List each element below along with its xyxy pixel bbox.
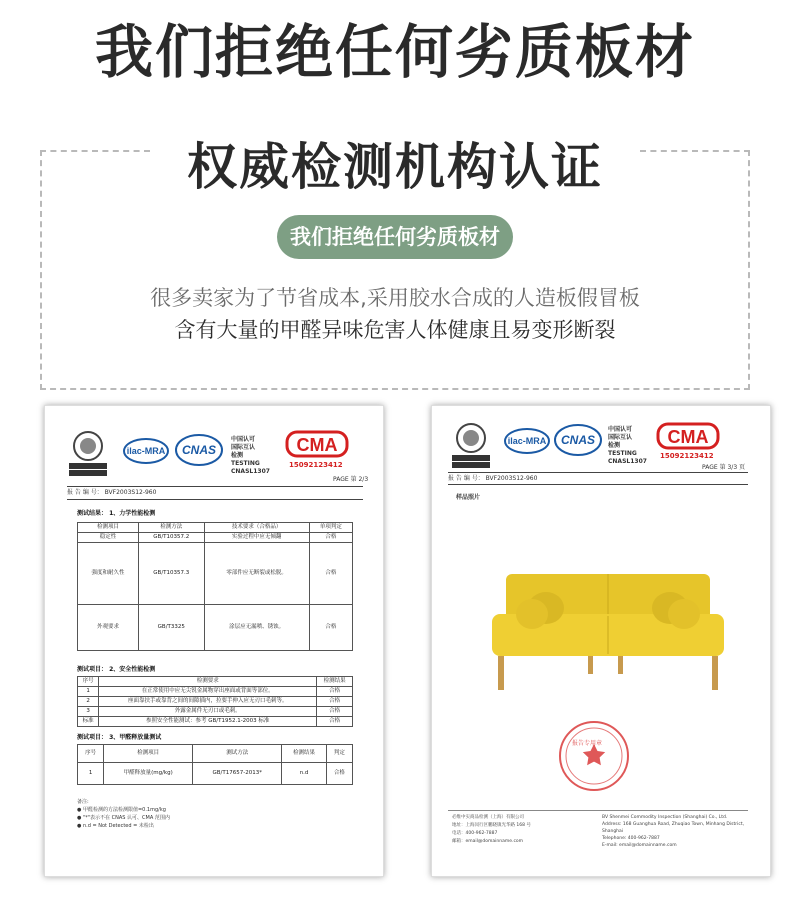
page-number: PAGE 第 3/3 页: [702, 464, 746, 471]
test-report-page-3: [431, 405, 771, 877]
cell: 涂层应无漏喷、锈蚀。: [204, 605, 309, 651]
cell: GB/T10357.2: [138, 533, 204, 543]
cell: GB/T10357.3: [138, 543, 204, 605]
header-rule-2: [67, 499, 363, 500]
safety-test-table: [77, 676, 353, 727]
cell: 座面靠扶手或靠背之间的间隙插内，拉要手伸入应无刃口毛刺等。: [99, 697, 317, 707]
svg-text:ilac-MRA: ilac-MRA: [507, 436, 547, 446]
description-line-1: 很多卖家为了节省成本,采用胶水合成的人造板假冒板: [150, 286, 640, 310]
cma-code: 15092123412: [289, 461, 343, 469]
svg-text:CNAS: CNAS: [560, 433, 596, 447]
th-method: 测试方法: [193, 745, 282, 763]
th-verdict: 判定: [326, 745, 352, 763]
ilac-mra-logo: [123, 438, 169, 464]
cell: 合格: [309, 605, 352, 651]
page-number: PAGE 第 2/3: [333, 476, 369, 483]
cell: 合格: [317, 717, 353, 727]
cnas-logo: [554, 424, 602, 456]
header-rule-2: [448, 484, 748, 485]
footer-chinese-address: 必维中实商品检测（上海）有限公司 地址：上海闵行区鹏晓镇光华路 168 号 电话：400-962-7887 邮箱：email@domainname.com: [452, 815, 531, 844]
section-title-safety: 测试项目： 2、安全性能检测: [77, 666, 156, 673]
cell: GB/T17657-2013*: [193, 763, 282, 785]
highlight-pill: 我们拒绝任何劣质板材: [277, 215, 513, 259]
footer-english-address: BV Shenmei Commodity Inspection (Shanghai) Co., Ltd. Address: 168 Guanghua Road, Zhuqiao Town, Minhang District, Shanghai Telephone: 400-962-7887 E-mail: email@domainname.com: [602, 815, 745, 848]
th-requirement: 检测要求: [99, 677, 317, 687]
sample-photo-label: 样品照片: [456, 494, 481, 501]
sofa-sample-photo: [488, 556, 728, 696]
cnas-cert-text: 中国认可 国际互认 检测 TESTING CNASL1307: [231, 436, 270, 475]
report-number: 报 告 编 号： BVF2003S12-960: [67, 489, 157, 496]
svg-text:CMA: CMA: [296, 435, 338, 455]
test-report-page-2: [44, 405, 384, 877]
cell: 强度和耐久性: [78, 543, 139, 605]
cell: 合格: [317, 697, 353, 707]
cma-code: 15092123412: [660, 452, 714, 460]
cell: 合格: [309, 543, 352, 605]
th-no: 序号: [78, 677, 99, 687]
headline-secondary: 权威检测机构认证: [187, 138, 603, 196]
cell: 合格: [317, 707, 353, 717]
cnas-cert-text: 中国认可 国际互认 检测 TESTING CNASL1307: [608, 426, 647, 465]
cell: 参照安全性能测试：参考 GB/T1952.1-2003 标准: [99, 717, 317, 727]
footer-rule: [448, 810, 748, 811]
cma-logo: [656, 422, 720, 450]
th-item: 检测项目: [78, 523, 139, 533]
cell: 合格: [326, 763, 352, 785]
th-result: 检测结果: [317, 677, 353, 687]
cell: 标准: [78, 717, 99, 727]
header-rule: [67, 486, 363, 487]
cell: 外观要求: [78, 605, 139, 651]
cell: 1: [78, 687, 99, 697]
official-stamp: [556, 718, 632, 794]
stamp-text: 报告专用章: [572, 740, 603, 747]
cell: 2: [78, 697, 99, 707]
cell: 稳定性: [78, 533, 139, 543]
th-verdict: 单项判定: [309, 523, 352, 533]
cell: n.d: [282, 763, 326, 785]
th-requirement: 技术要求（合格品）: [204, 523, 309, 533]
th-result: 检测结果: [282, 745, 326, 763]
cell: 合格: [309, 533, 352, 543]
th-no: 序号: [78, 745, 104, 763]
th-method: 检测方法: [138, 523, 204, 533]
section-title-mechanical: 测试结果： 1、力学性能检测: [77, 510, 156, 517]
cell: 1: [78, 763, 104, 785]
svg-text:ilac-MRA: ilac-MRA: [126, 446, 166, 456]
bureau-veritas-logo: [452, 422, 490, 468]
th-item: 检测项目: [104, 745, 193, 763]
mechanical-test-table: [77, 522, 353, 651]
headline-primary: 我们拒绝任何劣质板材: [94, 18, 695, 86]
cell: 零部件应无断裂或松脱。: [204, 543, 309, 605]
header-rule: [448, 472, 748, 473]
cell: 外露金属件无刃口或毛刺。: [99, 707, 317, 717]
report-number: 报 告 编 号： BVF2003S12-960: [448, 475, 538, 482]
bureau-veritas-logo: [69, 430, 107, 476]
description-line-2: 含有大量的甲醛异味危害人体健康且易变形断裂: [174, 318, 616, 342]
cell: 甲醛释放量(mg/kg): [104, 763, 193, 785]
cma-logo: [285, 430, 349, 458]
cell: 3: [78, 707, 99, 717]
report-notes: 备注: ● 甲醛检测的方法检测限值=0.1mg/kg ● "*"表示不在 CNAS 认可、CMA 范围内 ● n.d = Not Detected = 未检出: [77, 799, 170, 829]
cell: 实验过程中应无倾翻: [204, 533, 309, 543]
cell: 在正常使用中应无尖锐金属物穿出座面或背面等部位。: [99, 687, 317, 697]
cnas-logo: [175, 434, 223, 466]
formaldehyde-test-table: [77, 744, 353, 785]
svg-text:CNAS: CNAS: [181, 443, 217, 457]
svg-text:CMA: CMA: [667, 427, 709, 447]
cell: 合格: [317, 687, 353, 697]
ilac-mra-logo: [504, 428, 550, 454]
section-title-formaldehyde: 测试项目： 3、甲醛释放量测试: [77, 734, 162, 741]
cell: GB/T3325: [138, 605, 204, 651]
